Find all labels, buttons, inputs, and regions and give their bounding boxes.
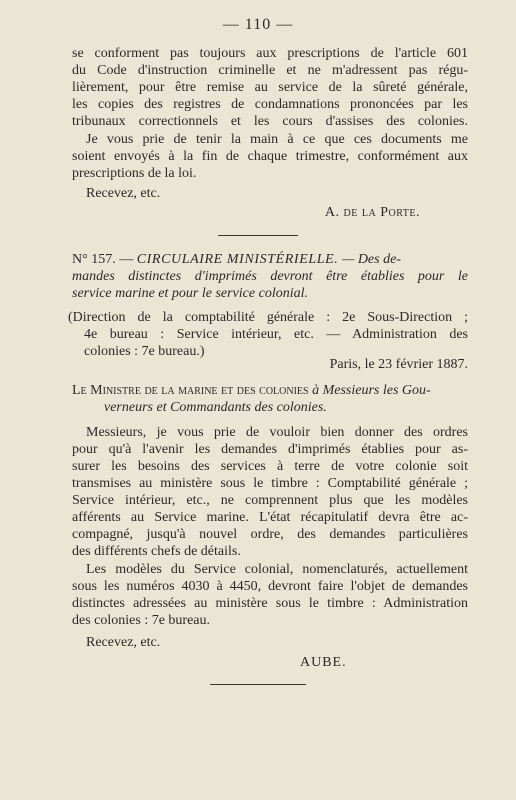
circular-subject-line: mandes distinctes d'imprimés devront être établies pour le [72, 269, 468, 284]
text-line: transmises au ministère sous le timbre : Comptabilité générale ; [72, 476, 468, 491]
direction-line: 4e bureau : Service intérieur, etc. — Administration des [84, 327, 468, 342]
text-line: surer les besoins des services à terre de votre colonie soit [72, 459, 468, 474]
separator-rule [218, 235, 298, 236]
signature: A. de la Porte. [324, 205, 420, 220]
page-number-header: — 110 — [222, 16, 294, 33]
text-line: Les modèles du Service colonial, nomenclaturés, actuellement [86, 562, 468, 577]
text-line: sous les numéros 4030 à 4450, devront faire l'objet de demandes [72, 579, 468, 594]
addressee-line [72, 383, 468, 399]
text-line: se conforment pas toujours aux prescriptions de l'article 601 [72, 46, 468, 61]
circular-title: CIRCULAIRE MINISTÉRIELLE. [136, 252, 339, 267]
signature: AUBE. [300, 655, 347, 670]
separator-rule [210, 684, 306, 685]
circular-subject: — Des de- [341, 252, 401, 267]
addressee-line: verneurs et Commandants des colonies. [104, 400, 327, 415]
text-line: pour qu'à l'avenir les demandes d'imprimés établies pour as- [72, 442, 468, 457]
text-line: des colonies : 7e bureau. [72, 613, 211, 628]
closing-formula: Recevez, etc. [86, 186, 161, 201]
addressee-sender: Le Ministre de la marine et des colonies [72, 383, 309, 398]
addressee-recipient: à Messieurs les Gou- [312, 383, 431, 398]
text-line: afférents au Service marine. L'état récapitulatif devra être ac- [72, 510, 468, 525]
circular-subject-line: service marine et pour le service colonial. [72, 286, 308, 301]
text-line: prescriptions de la loi. [72, 166, 197, 181]
text-line: distinctes adressées au ministère sous le timbre : Administration [72, 596, 468, 611]
text-line: les copies des registres de condamnations prononcées par les [72, 97, 468, 112]
date-line: Paris, le 23 février 1887. [329, 357, 468, 372]
text-line: Je vous prie de tenir la main à ce que ces documents me [86, 132, 468, 147]
text-line: soient envoyés à la fin de chaque trimestre, conformément aux [72, 149, 468, 164]
circular-number: N° 157. — [72, 252, 134, 267]
text-line: Service intérieur, etc., ne comprennent plus que les modèles [72, 493, 468, 508]
text-line: lièrement, pour être remise au service de la sûreté générale, [72, 80, 468, 95]
circular-heading [72, 252, 468, 268]
text-line: des différents chefs de détails. [72, 544, 241, 559]
text-line: du Code d'instruction criminelle et ne m'adressent pas régu- [72, 63, 468, 78]
text-line: tribunaux correctionnels et les cours d'assises des colonies. [72, 114, 468, 129]
text-line: compagné, jusqu'à nouvel ordre, des demandes particulières [72, 527, 468, 542]
closing-formula: Recevez, etc. [86, 635, 161, 650]
text-line: Messieurs, je vous prie de vouloir bien donner des ordres [86, 425, 468, 440]
direction-line: colonies : 7e bureau.) [84, 344, 205, 359]
direction-line: (Direction de la comptabilité générale : 2e Sous-Direction ; [68, 310, 468, 325]
